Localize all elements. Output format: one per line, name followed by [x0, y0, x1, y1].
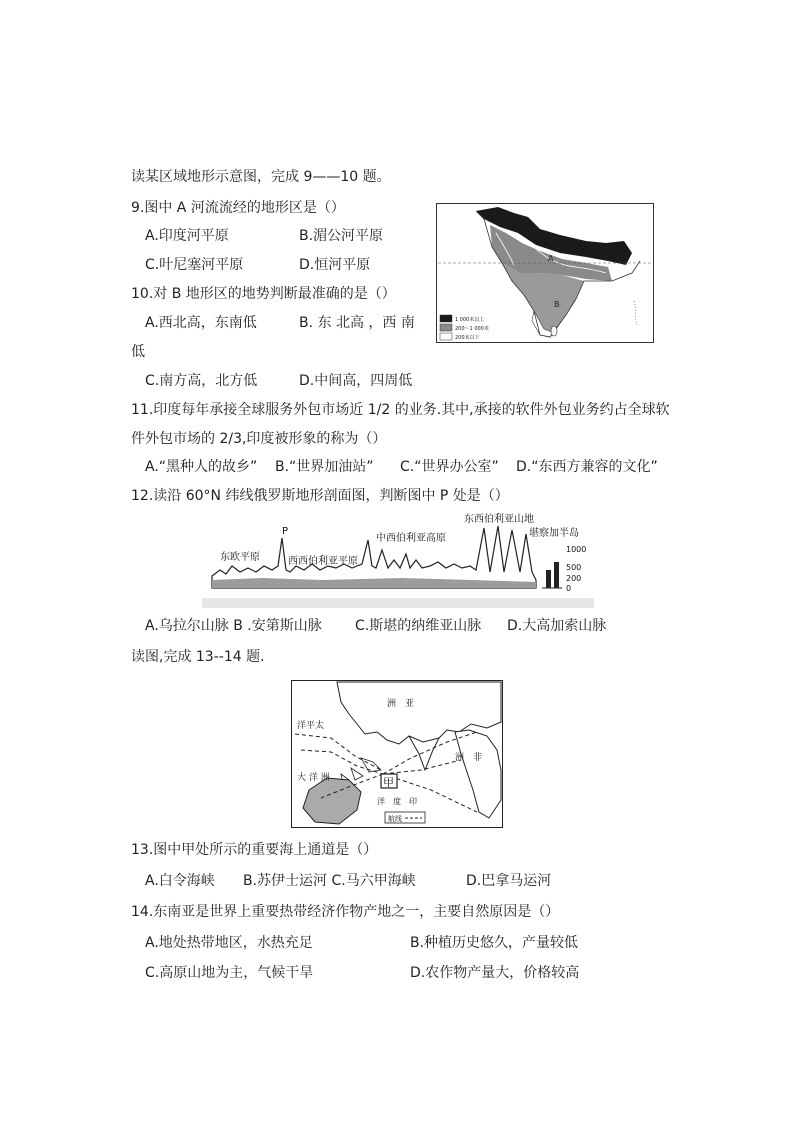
map1-label-a: A: [548, 254, 554, 263]
map1-label-b: B: [554, 300, 560, 309]
profile-central-siberian-plateau: 中西伯利亚高原: [376, 533, 446, 544]
profile-p-label: P: [282, 526, 289, 537]
map2-legend-route: 航线: [388, 815, 402, 823]
q11-option-a[interactable]: A.“黑种人的故乡”: [145, 459, 258, 475]
q9-option-c[interactable]: C.叶尼塞河平原: [145, 257, 244, 273]
q9-option-a[interactable]: A.印度河平原: [145, 228, 229, 244]
q10-stem: 10.对 B 地形区的地势判断最准确的是（）: [131, 286, 396, 302]
legend-swatch-mid: [440, 324, 452, 331]
south-asia-terrain-map: [436, 203, 654, 343]
q13-option-a[interactable]: A.白令海峡: [145, 873, 215, 889]
q11-option-d[interactable]: D.“东西方兼容的文化”: [516, 459, 658, 475]
q14-option-a[interactable]: A.地处热带地区，水热充足: [145, 935, 313, 951]
q10-option-c[interactable]: C.南方高，北方低: [145, 373, 258, 389]
map2-oceania-label: 大 洋 洲: [297, 773, 330, 783]
legend-swatch-high: [440, 315, 452, 322]
q11-option-b[interactable]: B.“世界加油站”: [275, 459, 374, 475]
q14-option-c[interactable]: C.高原山地为主，气候干旱: [145, 965, 314, 981]
profile-east-europe-plain: 东欧平原: [220, 552, 260, 563]
intro-9-10: 读某区域地形示意图，完成 9——10 题。: [131, 169, 391, 185]
q13-option-b-c[interactable]: B.苏伊士运河 C.马六甲海峡: [243, 873, 416, 889]
q11-stem-line2: 件外包市场的 2/3,印度被形象的称为（）: [131, 431, 387, 447]
q13-stem: 13.图中甲处所示的重要海上通道是（）: [131, 842, 378, 858]
map2-jia-label: 甲: [383, 776, 394, 789]
q12-option-a-b[interactable]: A.乌拉尔山脉 B .安第斯山脉: [145, 618, 322, 634]
profile-scale-1000: 1000: [566, 545, 587, 554]
q12-option-c[interactable]: C.斯堪的纳维亚山脉: [355, 618, 482, 634]
profile-scale-500: 500: [566, 563, 582, 572]
q12-stem: 12.读沿 60°N 纬线俄罗斯地形剖面图，判断图中 P 处是（）: [131, 488, 509, 504]
q10-option-d[interactable]: D.中间高，四周低: [299, 373, 413, 389]
q11-stem-line1: 11.印度每年承接全球服务外包市场近 1/2 的业务.其中,承接的软件外包业务约占全球软: [131, 402, 670, 418]
legend-text-mid: 200～1 000米: [455, 326, 489, 332]
legend-text-high: 1 000米以上: [455, 317, 485, 323]
q14-option-b[interactable]: B.种植历史悠久，产量较低: [410, 935, 579, 951]
map2-asia-label: 洲 亚: [387, 699, 415, 709]
map2-indian-ocean-label: 洋 度 印: [377, 797, 417, 806]
legend-swatch-low: [440, 333, 452, 340]
q10-option-b-continued: 低: [131, 344, 145, 360]
q14-option-d[interactable]: D.农作物产量大，价格较高: [410, 965, 580, 981]
q11-option-c[interactable]: C.“世界办公室”: [400, 459, 499, 475]
q9-option-d[interactable]: D.恒河平原: [299, 257, 371, 273]
q10-option-b[interactable]: B. 东 北高 ，西 南: [299, 315, 415, 331]
profile-east-siberian-mountains: 东西伯利亚山地: [464, 514, 534, 525]
shipping-route-map: [291, 680, 503, 828]
map2-africa-label: 洲 非: [455, 753, 483, 763]
kamchatka-bar-2: [554, 562, 559, 588]
q9-option-b[interactable]: B.湄公河平原: [299, 228, 384, 244]
map2-pacific-label: 洋平太: [297, 721, 325, 731]
kamchatka-bar-1: [546, 570, 551, 588]
profile-scale-0: 0: [566, 584, 572, 593]
profile-west-siberian-plain: 西西伯利亚平原: [288, 556, 358, 567]
q9-stem: 9.图中 A 河流流经的地形区是（）: [131, 200, 345, 216]
profile-scale-200: 200: [566, 574, 582, 583]
q13-option-d[interactable]: D.巴拿马运河: [466, 873, 552, 889]
profile-kamchatka: 堪察加半岛: [529, 528, 579, 539]
intro-13-14: 读图,完成 13--14 题.: [131, 649, 265, 665]
q12-option-d[interactable]: D.大高加索山脉: [507, 618, 607, 634]
russia-60n-profile: [202, 510, 594, 610]
q10-option-a[interactable]: A.西北高，东南低: [145, 315, 257, 331]
q14-stem: 14.东南亚是世界上重要热带经济作物产地之一，主要自然原因是（）: [131, 904, 560, 920]
legend-text-low: 200米以下: [455, 335, 480, 341]
